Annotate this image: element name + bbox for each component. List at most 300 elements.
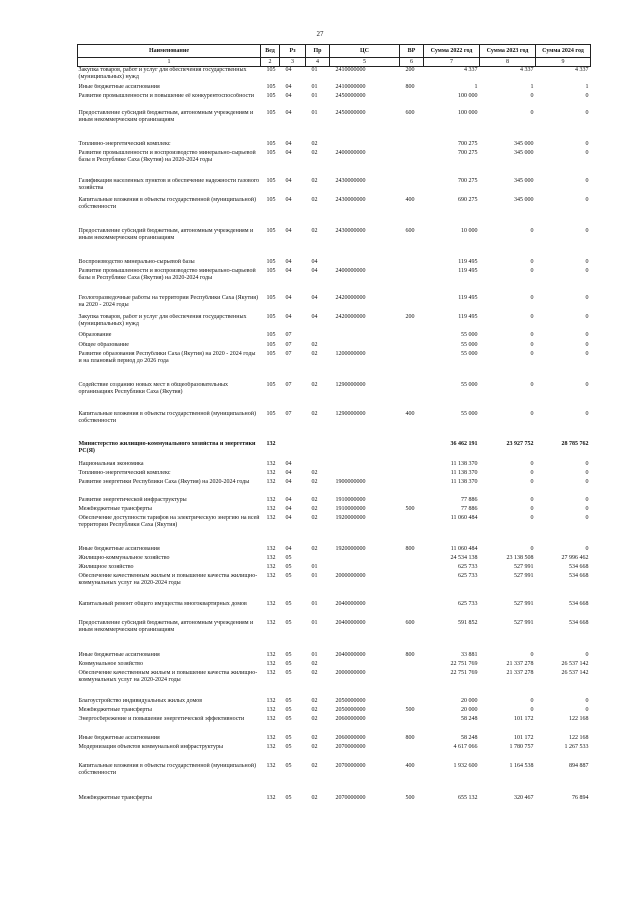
row-pr: 01 bbox=[311, 651, 318, 658]
row-name: Развитие промышленности и воспроизводство минерально-сырьевой базы в Республике Саха (Якутия) на 2020-2024 годы bbox=[78, 149, 256, 163]
row-sum-2024: 0 bbox=[585, 410, 589, 417]
row-vr bbox=[400, 295, 424, 314]
header-sum-2023: Сумма 2023 год bbox=[480, 45, 536, 58]
row-sum-2023: 0 bbox=[530, 109, 534, 116]
row-vr bbox=[400, 698, 424, 707]
row-pr: 02 bbox=[311, 350, 318, 357]
row-sum-2023: 320 467 bbox=[514, 794, 534, 801]
row-cs: 2070000000 bbox=[335, 762, 366, 769]
row-pr: 02 bbox=[311, 478, 318, 485]
row-sum-2023: 345 000 bbox=[514, 140, 534, 147]
row-ved: 105 bbox=[266, 83, 276, 90]
table-row bbox=[78, 763, 591, 795]
row-cs: 2430000000 bbox=[335, 227, 366, 234]
row-sum-2022: 700 275 bbox=[458, 149, 478, 156]
table-row bbox=[78, 707, 591, 716]
table-row bbox=[78, 564, 591, 573]
row-rz: 04 bbox=[285, 227, 292, 234]
row-name: Капитальные вложения в объекты государственной (муниципальной) собственности bbox=[78, 762, 256, 776]
row-sum-2022: 11 138 370 bbox=[450, 460, 478, 467]
row-rz: 05 bbox=[285, 743, 292, 750]
table-row bbox=[78, 67, 591, 84]
row-sum-2022: 10 000 bbox=[461, 227, 478, 234]
row-cs: 2070000000 bbox=[335, 743, 366, 750]
row-vr: 500 bbox=[405, 706, 415, 713]
row-vr: 200 bbox=[405, 313, 415, 320]
row-sum-2023: 0 bbox=[530, 350, 534, 357]
row-ved: 105 bbox=[266, 92, 276, 99]
header-vr: ВР bbox=[400, 45, 424, 58]
table-row bbox=[78, 652, 591, 661]
row-sum-2024: 1 267 533 bbox=[564, 743, 589, 750]
row-ved: 105 bbox=[266, 410, 276, 417]
row-sum-2024: 1 bbox=[585, 83, 589, 90]
row-vr bbox=[400, 601, 424, 620]
row-cs bbox=[330, 461, 400, 470]
row-cs bbox=[330, 564, 400, 573]
row-sum-2022: 77 886 bbox=[461, 496, 478, 503]
table-row bbox=[78, 795, 591, 805]
row-rz: 04 bbox=[285, 177, 292, 184]
row-pr: 02 bbox=[311, 545, 318, 552]
row-sum-2022: 33 881 bbox=[461, 651, 478, 658]
column-number: 8 bbox=[480, 58, 536, 67]
row-cs bbox=[330, 470, 400, 479]
row-sum-2022: 100 000 bbox=[458, 109, 478, 116]
row-sum-2024: 0 bbox=[585, 267, 589, 274]
row-rz: 07 bbox=[285, 410, 292, 417]
row-sum-2023: 0 bbox=[530, 341, 534, 348]
row-sum-2023: 0 bbox=[530, 267, 534, 274]
row-cs: 1290000000 bbox=[335, 410, 366, 417]
row-rz: 07 bbox=[285, 350, 292, 357]
row-cs: 2050000000 bbox=[335, 697, 366, 704]
row-cs: 2040000000 bbox=[335, 600, 366, 607]
row-rz: 05 bbox=[285, 669, 292, 676]
row-ved: 105 bbox=[266, 381, 276, 388]
row-vr: 600 bbox=[405, 109, 415, 116]
row-rz: 05 bbox=[285, 651, 292, 658]
row-name: Благоустройство индивидуальных жилых домов bbox=[78, 697, 203, 704]
header-ved: Вед bbox=[261, 45, 280, 58]
row-ved: 105 bbox=[266, 109, 276, 116]
table-row bbox=[78, 620, 591, 652]
row-sum-2022: 36 462 191 bbox=[450, 440, 478, 447]
row-pr: 02 bbox=[311, 734, 318, 741]
row-vr bbox=[400, 670, 424, 698]
row-sum-2022: 22 751 769 bbox=[450, 660, 478, 667]
row-sum-2022: 4 337 bbox=[464, 67, 478, 73]
table-row bbox=[78, 661, 591, 670]
table-row bbox=[78, 506, 591, 515]
row-sum-2023: 0 bbox=[530, 469, 534, 476]
row-ved: 132 bbox=[266, 651, 276, 658]
row-rz: 04 bbox=[285, 149, 292, 156]
row-cs: 2050000000 bbox=[335, 706, 366, 713]
table-row bbox=[78, 110, 591, 141]
row-name: Иные бюджетные ассигнования bbox=[78, 734, 160, 741]
row-sum-2023: 345 000 bbox=[514, 149, 534, 156]
row-rz: 05 bbox=[285, 572, 292, 579]
row-ved: 132 bbox=[266, 715, 276, 722]
row-sum-2023: 0 bbox=[530, 313, 534, 320]
row-sum-2022: 55 000 bbox=[461, 341, 478, 348]
row-sum-2024: 0 bbox=[585, 381, 589, 388]
header-cs: ЦС bbox=[330, 45, 400, 58]
row-sum-2023: 0 bbox=[530, 545, 534, 552]
row-sum-2022: 1 932 600 bbox=[453, 762, 478, 769]
header-row bbox=[78, 45, 591, 58]
row-sum-2022: 119 495 bbox=[458, 267, 478, 274]
column-number-row bbox=[78, 58, 591, 67]
row-sum-2022: 20 000 bbox=[461, 697, 478, 704]
row-cs: 2420000000 bbox=[335, 313, 366, 320]
row-sum-2024: 0 bbox=[585, 196, 589, 203]
row-sum-2024: 0 bbox=[585, 92, 589, 99]
row-pr: 02 bbox=[311, 496, 318, 503]
row-pr: 01 bbox=[311, 572, 318, 579]
row-pr: 02 bbox=[311, 469, 318, 476]
table-row bbox=[78, 497, 591, 506]
row-vr bbox=[400, 268, 424, 295]
row-ved: 105 bbox=[266, 258, 276, 265]
row-cs: 2400000000 bbox=[335, 149, 366, 156]
row-rz: 04 bbox=[285, 514, 292, 521]
row-ved: 132 bbox=[266, 460, 276, 467]
budget-table bbox=[77, 44, 591, 805]
row-sum-2022: 625 733 bbox=[458, 600, 478, 607]
row-sum-2023: 1 780 757 bbox=[509, 743, 534, 750]
row-sum-2022: 55 000 bbox=[461, 381, 478, 388]
row-vr bbox=[400, 573, 424, 601]
row-pr: 04 bbox=[311, 258, 318, 265]
row-name: Предоставление субсидий бюджетным, автономным учреждениям и иным некоммерческим организациям bbox=[78, 227, 254, 241]
row-sum-2023: 527 991 bbox=[514, 600, 534, 607]
row-rz: 05 bbox=[285, 619, 292, 626]
column-number: 5 bbox=[330, 58, 400, 67]
row-vr bbox=[400, 332, 424, 342]
row-rz: 04 bbox=[285, 140, 292, 147]
row-pr: 02 bbox=[311, 514, 318, 521]
row-sum-2024: 0 bbox=[585, 227, 589, 234]
table-row bbox=[78, 351, 591, 382]
row-sum-2022: 100 000 bbox=[458, 92, 478, 99]
row-pr: 01 bbox=[311, 109, 318, 116]
row-rz: 05 bbox=[285, 600, 292, 607]
row-rz: 04 bbox=[285, 196, 292, 203]
row-name: Межбюджетные трансферты bbox=[78, 706, 152, 713]
table-row bbox=[78, 268, 591, 295]
row-sum-2022: 58 248 bbox=[461, 715, 478, 722]
row-cs: 2060000000 bbox=[335, 715, 366, 722]
row-cs bbox=[330, 332, 400, 342]
row-sum-2022: 591 852 bbox=[458, 619, 478, 626]
header-rz: Рз bbox=[280, 45, 306, 58]
row-rz: 04 bbox=[285, 460, 292, 467]
row-vr: 800 bbox=[405, 545, 415, 552]
row-pr: 01 bbox=[311, 83, 318, 90]
table-row bbox=[78, 441, 591, 461]
row-vr: 400 bbox=[405, 410, 415, 417]
row-pr: 02 bbox=[311, 196, 318, 203]
row-sum-2023: 527 991 bbox=[514, 572, 534, 579]
row-vr: 200 bbox=[405, 67, 415, 73]
row-pr bbox=[306, 332, 330, 342]
table-row bbox=[78, 84, 591, 93]
row-sum-2022: 625 733 bbox=[458, 563, 478, 570]
row-cs: 2450000000 bbox=[335, 92, 366, 99]
table-row bbox=[78, 470, 591, 479]
table-row bbox=[78, 461, 591, 470]
row-pr: 04 bbox=[311, 294, 318, 301]
column-number: 1 bbox=[78, 58, 261, 67]
row-pr: 02 bbox=[311, 660, 318, 667]
row-sum-2022: 11 060 484 bbox=[450, 514, 478, 521]
row-rz bbox=[280, 441, 306, 461]
row-name: Капитальные вложения в объекты государственной (муниципальной) собственности bbox=[78, 410, 256, 424]
row-cs: 2430000000 bbox=[335, 196, 366, 203]
row-rz: 04 bbox=[285, 109, 292, 116]
row-ved: 105 bbox=[266, 331, 276, 338]
row-sum-2024: 0 bbox=[585, 341, 589, 348]
row-pr: 01 bbox=[311, 563, 318, 570]
table-row bbox=[78, 479, 591, 497]
row-name: Образование bbox=[78, 331, 112, 338]
table-row bbox=[78, 716, 591, 735]
row-sum-2022: 55 000 bbox=[461, 350, 478, 357]
row-sum-2022: 700 275 bbox=[458, 177, 478, 184]
row-sum-2023: 0 bbox=[530, 258, 534, 265]
row-sum-2024: 0 bbox=[585, 149, 589, 156]
row-ved: 132 bbox=[266, 545, 276, 552]
row-rz: 04 bbox=[285, 469, 292, 476]
row-ved: 132 bbox=[266, 669, 276, 676]
row-cs: 1910000000 bbox=[335, 496, 366, 503]
table-row bbox=[78, 332, 591, 342]
row-sum-2022: 700 275 bbox=[458, 140, 478, 147]
row-rz: 04 bbox=[285, 83, 292, 90]
row-vr bbox=[400, 342, 424, 351]
row-ved: 105 bbox=[266, 196, 276, 203]
row-pr: 02 bbox=[311, 715, 318, 722]
row-sum-2023: 0 bbox=[530, 514, 534, 521]
row-vr bbox=[400, 178, 424, 197]
header-sum-2024: Сумма 2024 год bbox=[536, 45, 591, 58]
row-vr: 600 bbox=[405, 227, 415, 234]
table-row bbox=[78, 259, 591, 268]
row-vr bbox=[400, 141, 424, 150]
row-ved: 105 bbox=[266, 140, 276, 147]
row-sum-2023: 101 172 bbox=[514, 715, 534, 722]
row-sum-2024: 28 785 762 bbox=[561, 440, 589, 447]
row-ved: 132 bbox=[266, 496, 276, 503]
row-rz: 04 bbox=[285, 478, 292, 485]
row-ved: 132 bbox=[266, 734, 276, 741]
row-sum-2024: 0 bbox=[585, 697, 589, 704]
column-number: 3 bbox=[280, 58, 306, 67]
row-rz: 04 bbox=[285, 92, 292, 99]
row-name: Развитие энергетической инфраструктуры bbox=[78, 496, 187, 503]
row-sum-2024: 0 bbox=[585, 331, 589, 338]
row-name: Предоставление субсидий бюджетным, автономным учреждениям и иным некоммерческим организациям bbox=[78, 109, 254, 123]
row-rz: 04 bbox=[285, 258, 292, 265]
row-sum-2024: 0 bbox=[585, 505, 589, 512]
row-sum-2024: 27 996 462 bbox=[561, 554, 589, 561]
table-row bbox=[78, 228, 591, 259]
row-name: Общее образование bbox=[78, 341, 129, 348]
row-sum-2023: 1 164 538 bbox=[509, 762, 534, 769]
row-sum-2024: 0 bbox=[585, 177, 589, 184]
row-sum-2022: 22 751 769 bbox=[450, 669, 478, 676]
column-number: 4 bbox=[306, 58, 330, 67]
row-sum-2022: 1 bbox=[474, 83, 478, 90]
row-cs: 1290000000 bbox=[335, 381, 366, 388]
row-name: Топливно-энергетический комплекс bbox=[78, 469, 171, 476]
row-sum-2022: 119 495 bbox=[458, 258, 478, 265]
row-pr bbox=[306, 441, 330, 461]
row-pr: 02 bbox=[311, 381, 318, 388]
row-pr: 02 bbox=[311, 762, 318, 769]
row-rz: 05 bbox=[285, 554, 292, 561]
row-pr: 02 bbox=[311, 410, 318, 417]
row-ved: 105 bbox=[266, 149, 276, 156]
row-sum-2022: 4 617 066 bbox=[453, 743, 478, 750]
row-name: Национальная экономика bbox=[78, 460, 144, 467]
row-rz: 05 bbox=[285, 715, 292, 722]
row-name: Межбюджетные трансферты bbox=[78, 794, 152, 801]
row-cs bbox=[330, 661, 400, 670]
row-vr bbox=[400, 351, 424, 382]
row-name: Газификация населенных пунктов и обеспечение надежности газового хозяйства bbox=[78, 177, 260, 191]
row-vr: 800 bbox=[405, 83, 415, 90]
row-sum-2024: 0 bbox=[585, 258, 589, 265]
row-rz: 05 bbox=[285, 697, 292, 704]
row-sum-2024: 0 bbox=[585, 706, 589, 713]
row-sum-2023: 0 bbox=[530, 697, 534, 704]
row-cs: 2410000000 bbox=[335, 83, 366, 90]
row-sum-2024: 0 bbox=[585, 350, 589, 357]
row-name: Межбюджетные трансферты bbox=[78, 505, 152, 512]
row-cs: 1910000000 bbox=[335, 505, 366, 512]
row-rz: 04 bbox=[285, 545, 292, 552]
row-sum-2022: 11 138 370 bbox=[450, 469, 478, 476]
row-sum-2023: 21 337 278 bbox=[506, 660, 534, 667]
row-cs: 2420000000 bbox=[335, 294, 366, 301]
row-pr bbox=[306, 555, 330, 564]
row-sum-2024: 0 bbox=[585, 140, 589, 147]
row-name: Иные бюджетные ассигнования bbox=[78, 651, 160, 658]
row-sum-2023: 101 172 bbox=[514, 734, 534, 741]
row-sum-2024: 122 168 bbox=[569, 715, 589, 722]
row-name: Закупка товаров, работ и услуг для обеспечения государственных (муниципальных) нужд bbox=[78, 313, 247, 327]
row-sum-2022: 690 275 bbox=[458, 196, 478, 203]
row-vr bbox=[400, 564, 424, 573]
row-name: Развитие энергетики Республики Саха (Якутия) на 2020-2024 годы bbox=[78, 478, 250, 485]
row-sum-2024: 534 668 bbox=[569, 572, 589, 579]
row-sum-2023: 21 337 278 bbox=[506, 669, 534, 676]
column-number: 7 bbox=[424, 58, 480, 67]
row-sum-2023: 4 337 bbox=[520, 67, 534, 73]
row-rz: 04 bbox=[285, 267, 292, 274]
row-sum-2024: 0 bbox=[585, 294, 589, 301]
table-row bbox=[78, 314, 591, 332]
row-sum-2024: 26 537 142 bbox=[561, 669, 589, 676]
row-name: Геологоразведочные работы на территории Республики Саха (Якутия) на 2020 - 2024 годы bbox=[78, 294, 259, 308]
row-pr: 02 bbox=[311, 706, 318, 713]
row-cs: 2430000000 bbox=[335, 177, 366, 184]
row-sum-2024: 0 bbox=[585, 545, 589, 552]
row-vr: 800 bbox=[405, 651, 415, 658]
row-name: Коммунальное хозяйство bbox=[78, 660, 143, 667]
row-rz: 05 bbox=[285, 563, 292, 570]
row-cs bbox=[330, 342, 400, 351]
row-vr bbox=[400, 555, 424, 564]
row-vr bbox=[400, 716, 424, 735]
row-name: Закупка товаров, работ и услуг для обеспечения государственных (муниципальных) нужд bbox=[78, 67, 247, 80]
row-cs bbox=[330, 441, 400, 461]
row-ved: 132 bbox=[266, 619, 276, 626]
row-cs bbox=[330, 259, 400, 268]
row-rz: 07 bbox=[285, 341, 292, 348]
row-rz: 05 bbox=[285, 794, 292, 801]
table-row bbox=[78, 735, 591, 744]
table-row bbox=[78, 382, 591, 411]
row-name: Обеспечение качественным жильем и повышение качества жилищно-коммунальных услуг на 2020-2024 годы bbox=[78, 669, 258, 683]
row-ved: 132 bbox=[266, 554, 276, 561]
row-sum-2024: 534 668 bbox=[569, 619, 589, 626]
row-sum-2022: 55 000 bbox=[461, 331, 478, 338]
row-rz: 05 bbox=[285, 762, 292, 769]
row-sum-2023: 527 991 bbox=[514, 563, 534, 570]
table-row bbox=[78, 141, 591, 150]
row-pr: 02 bbox=[311, 140, 318, 147]
row-sum-2023: 0 bbox=[530, 478, 534, 485]
row-name: Обеспечение качественным жильем и повышение качества жилищно-коммунальных услуг на 2020-2024 годы bbox=[78, 572, 258, 586]
row-name: Капитальный ремонт общего имущества многоквартирных домов bbox=[78, 600, 247, 607]
row-sum-2023: 0 bbox=[530, 227, 534, 234]
row-rz: 07 bbox=[285, 381, 292, 388]
row-name: Жилищное хозяйство bbox=[78, 563, 134, 570]
row-ved: 132 bbox=[266, 514, 276, 521]
row-name: Иные бюджетные ассигнования bbox=[78, 545, 160, 552]
row-sum-2024: 894 887 bbox=[569, 762, 589, 769]
page-number: 27 bbox=[316, 30, 324, 38]
row-sum-2024: 0 bbox=[585, 313, 589, 320]
row-sum-2022: 119 495 bbox=[458, 313, 478, 320]
row-sum-2023: 0 bbox=[530, 706, 534, 713]
row-sum-2024: 534 668 bbox=[569, 600, 589, 607]
table-row bbox=[78, 573, 591, 601]
row-ved: 132 bbox=[266, 660, 276, 667]
row-rz: 07 bbox=[285, 331, 292, 338]
row-sum-2022: 55 000 bbox=[461, 410, 478, 417]
row-ved: 132 bbox=[266, 469, 276, 476]
row-cs: 2000000000 bbox=[335, 572, 366, 579]
row-pr: 02 bbox=[311, 794, 318, 801]
row-sum-2024: 0 bbox=[585, 514, 589, 521]
row-pr: 04 bbox=[311, 313, 318, 320]
table-row bbox=[78, 555, 591, 564]
table-row bbox=[78, 546, 591, 555]
row-sum-2024: 0 bbox=[585, 109, 589, 116]
row-rz: 05 bbox=[285, 660, 292, 667]
row-ved: 105 bbox=[266, 227, 276, 234]
row-ved: 132 bbox=[266, 478, 276, 485]
row-vr bbox=[400, 259, 424, 268]
header-sum-2022: Сумма 2022 год bbox=[424, 45, 480, 58]
row-sum-2023: 0 bbox=[530, 651, 534, 658]
row-sum-2023: 0 bbox=[530, 92, 534, 99]
